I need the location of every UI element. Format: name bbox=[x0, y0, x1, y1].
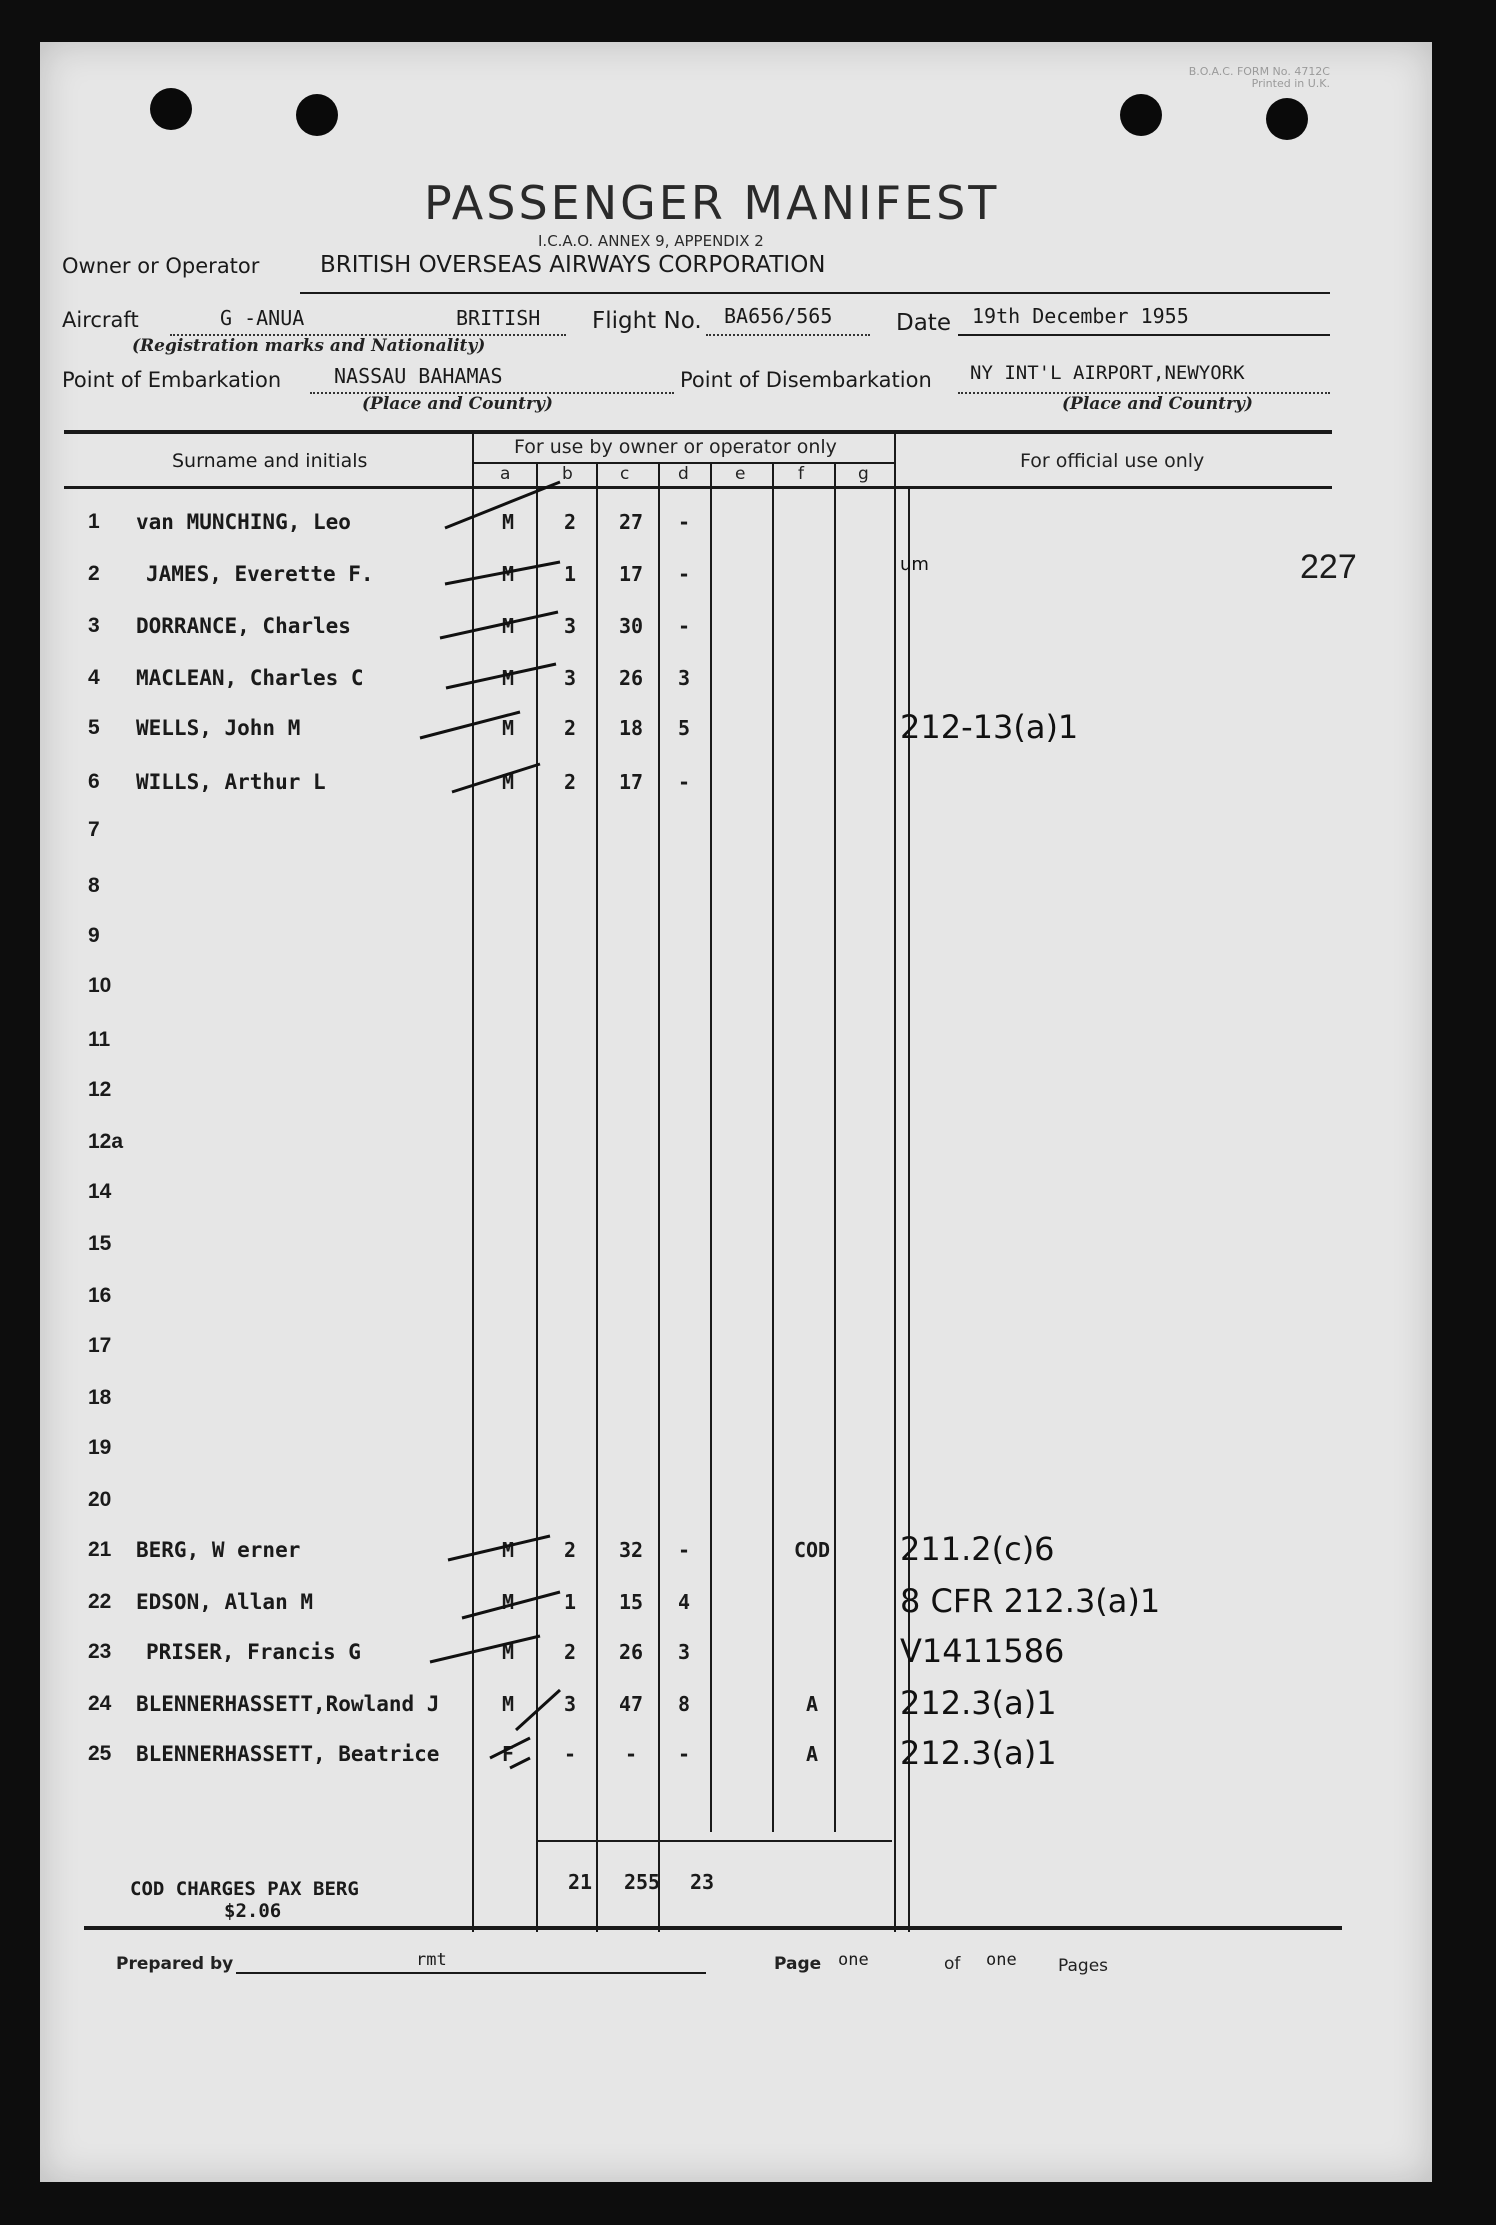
row-number: 5 bbox=[88, 716, 100, 739]
col-d-value: 3 bbox=[677, 1640, 691, 1664]
passenger-name: WELLS, John M bbox=[136, 716, 301, 740]
row-number: 16 bbox=[88, 1284, 112, 1307]
aircraft-registration: G -ANUA bbox=[220, 306, 305, 330]
row-number: 20 bbox=[88, 1488, 112, 1511]
row-number: 11 bbox=[88, 1028, 111, 1051]
col-c-value: 26 bbox=[618, 666, 644, 690]
of-label: of bbox=[944, 1954, 961, 1974]
embarkation-label: Point of Embarkation bbox=[62, 368, 282, 392]
passenger-name: JAMES, Everette F. bbox=[146, 562, 374, 586]
row-number: 15 bbox=[88, 1232, 112, 1255]
page-label: Page bbox=[774, 1954, 822, 1974]
col-f-value: A bbox=[805, 1742, 819, 1766]
official-annotation: V1411586 bbox=[900, 1632, 1065, 1670]
col-a-value: M bbox=[501, 1590, 515, 1614]
passenger-name: BERG, W erner bbox=[136, 1538, 301, 1562]
col-c-value: 26 bbox=[618, 1640, 644, 1664]
prepared-value: rmt bbox=[416, 1950, 447, 1970]
col-a-value: M bbox=[501, 770, 515, 794]
page-title: PASSENGER MANIFEST bbox=[424, 176, 1000, 230]
col-b-value: 3 bbox=[563, 614, 577, 638]
pages-label: Pages bbox=[1058, 1956, 1109, 1976]
col-c-value: 32 bbox=[618, 1538, 644, 1562]
col-b-value: 3 bbox=[563, 666, 577, 690]
total-c: 255 bbox=[623, 1870, 661, 1894]
disembarkation-note: (Place and Country) bbox=[1062, 394, 1253, 414]
row-number: 3 bbox=[88, 614, 100, 637]
embarkation-note: (Place and Country) bbox=[362, 394, 553, 414]
col-f-header: f bbox=[798, 464, 804, 484]
passenger-name: EDSON, Allan M bbox=[136, 1590, 314, 1614]
col-a-value: M bbox=[501, 716, 515, 740]
official-use-header: For official use only bbox=[1020, 450, 1205, 472]
col-d-value: - bbox=[677, 1538, 691, 1562]
flight-number: BA656/565 bbox=[724, 304, 833, 328]
col-b-value: 2 bbox=[563, 716, 577, 740]
date-label: Date bbox=[896, 310, 951, 336]
corner-annotation: 227 bbox=[1300, 548, 1357, 586]
col-d-header: d bbox=[678, 464, 689, 484]
col-b-value: 1 bbox=[563, 562, 577, 586]
col-b-value: 1 bbox=[563, 1590, 577, 1614]
aircraft-nationality: BRITISH bbox=[456, 306, 541, 330]
official-annotation: 212.3(a)1 bbox=[900, 1734, 1057, 1772]
col-c-value: - bbox=[624, 1742, 638, 1766]
row-number: 1 bbox=[88, 510, 100, 533]
col-c-value: 17 bbox=[618, 562, 644, 586]
passenger-name: DORRANCE, Charles bbox=[136, 614, 351, 638]
disembarkation-value: NY INT'L AIRPORT,NEWYORK bbox=[970, 362, 1245, 384]
row-number: 6 bbox=[88, 770, 100, 793]
col-d-value: 3 bbox=[677, 666, 691, 690]
official-annotation: 212-13(a)1 bbox=[900, 708, 1079, 746]
row-number: 4 bbox=[88, 666, 100, 689]
of-value: one bbox=[986, 1950, 1017, 1970]
passenger-name: BLENNERHASSETT,Rowland J bbox=[136, 1692, 440, 1716]
row-number: 22 bbox=[88, 1590, 112, 1613]
col-f-value: A bbox=[805, 1692, 819, 1716]
owner-label: Owner or Operator bbox=[62, 254, 260, 278]
col-e-header: e bbox=[735, 464, 746, 484]
cod-note: COD CHARGES PAX BERG bbox=[130, 1878, 359, 1900]
official-annotation: 8 CFR 212.3(a)1 bbox=[900, 1582, 1161, 1620]
row-number: 19 bbox=[88, 1436, 112, 1459]
col-g-header: g bbox=[858, 464, 869, 484]
embarkation-value: NASSAU BAHAMAS bbox=[334, 364, 503, 388]
col-a-value: M bbox=[501, 562, 515, 586]
cod-amount: $2.06 bbox=[224, 1900, 282, 1922]
passenger-name: WILLS, Arthur L bbox=[136, 770, 326, 794]
col-d-value: - bbox=[677, 562, 691, 586]
col-c-header: c bbox=[620, 464, 630, 484]
official-annotation: 212.3(a)1 bbox=[900, 1684, 1057, 1722]
total-d: 23 bbox=[689, 1870, 715, 1894]
col-a-value: M bbox=[501, 666, 515, 690]
col-f-value: COD bbox=[793, 1538, 831, 1562]
date-value: 19th December 1955 bbox=[972, 304, 1189, 328]
row-number: 12a bbox=[88, 1130, 124, 1153]
row-number: 2 bbox=[88, 562, 100, 585]
col-a-value: M bbox=[501, 510, 515, 534]
col-d-value: - bbox=[677, 770, 691, 794]
col-c-value: 27 bbox=[618, 510, 644, 534]
row-number: 25 bbox=[88, 1742, 112, 1765]
row-number: 17 bbox=[88, 1334, 112, 1357]
col-d-value: 4 bbox=[677, 1590, 691, 1614]
official-annotation: 211.2(c)6 bbox=[900, 1530, 1055, 1568]
col-d-value: - bbox=[677, 1742, 691, 1766]
col-a-value: M bbox=[501, 1692, 515, 1716]
row-number: 21 bbox=[88, 1538, 112, 1561]
prepared-label: Prepared by bbox=[116, 1954, 234, 1974]
col-c-value: 17 bbox=[618, 770, 644, 794]
aircraft-note: (Registration marks and Nationality) bbox=[132, 336, 486, 356]
row-number: 9 bbox=[88, 924, 100, 947]
page-value: one bbox=[838, 1950, 869, 1970]
col-d-value: - bbox=[677, 510, 691, 534]
row-number: 12 bbox=[88, 1078, 112, 1101]
col-b-value: 2 bbox=[563, 1640, 577, 1664]
col-b-value: 2 bbox=[563, 770, 577, 794]
row-number: 7 bbox=[88, 818, 100, 841]
form-code: B.O.A.C. FORM No. 4712C Printed in U.K. bbox=[1188, 65, 1330, 90]
passenger-name: van MUNCHING, Leo bbox=[136, 510, 351, 534]
aircraft-label: Aircraft bbox=[62, 308, 139, 332]
row-number: 24 bbox=[88, 1692, 112, 1715]
col-a-value: M bbox=[501, 1640, 515, 1664]
passenger-name: BLENNERHASSETT, Beatrice bbox=[136, 1742, 440, 1766]
col-c-value: 47 bbox=[618, 1692, 644, 1716]
col-b-value: 2 bbox=[563, 1538, 577, 1562]
col-a-value: M bbox=[501, 614, 515, 638]
surname-header: Surname and initials bbox=[172, 450, 368, 472]
col-c-value: 15 bbox=[618, 1590, 644, 1614]
official-annotation: um bbox=[900, 554, 929, 575]
passenger-name: MACLEAN, Charles C bbox=[136, 666, 364, 690]
col-c-value: 30 bbox=[618, 614, 644, 638]
flight-label: Flight No. bbox=[592, 308, 702, 334]
owner-value: BRITISH OVERSEAS AIRWAYS CORPORATION bbox=[320, 252, 826, 278]
col-b-value: 3 bbox=[563, 1692, 577, 1716]
col-c-value: 18 bbox=[618, 716, 644, 740]
row-number: 14 bbox=[88, 1180, 112, 1203]
row-number: 23 bbox=[88, 1640, 112, 1663]
row-number: 8 bbox=[88, 874, 100, 897]
col-d-value: 5 bbox=[677, 716, 691, 740]
row-number: 18 bbox=[88, 1386, 112, 1409]
col-b-value: - bbox=[563, 1742, 577, 1766]
disembarkation-label: Point of Disembarkation bbox=[680, 368, 932, 392]
owner-use-header: For use by owner or operator only bbox=[514, 436, 837, 458]
passenger-name: PRISER, Francis G bbox=[146, 1640, 361, 1664]
row-number: 10 bbox=[88, 974, 112, 997]
form-subtitle: I.C.A.O. ANNEX 9, APPENDIX 2 bbox=[538, 232, 764, 250]
total-b: 21 bbox=[567, 1870, 593, 1894]
col-d-value: - bbox=[677, 614, 691, 638]
col-b-header: b bbox=[562, 464, 573, 484]
col-a-header: a bbox=[500, 464, 511, 484]
col-a-value: F bbox=[501, 1742, 515, 1766]
col-b-value: 2 bbox=[563, 510, 577, 534]
col-d-value: 8 bbox=[677, 1692, 691, 1716]
col-a-value: M bbox=[501, 1538, 515, 1562]
